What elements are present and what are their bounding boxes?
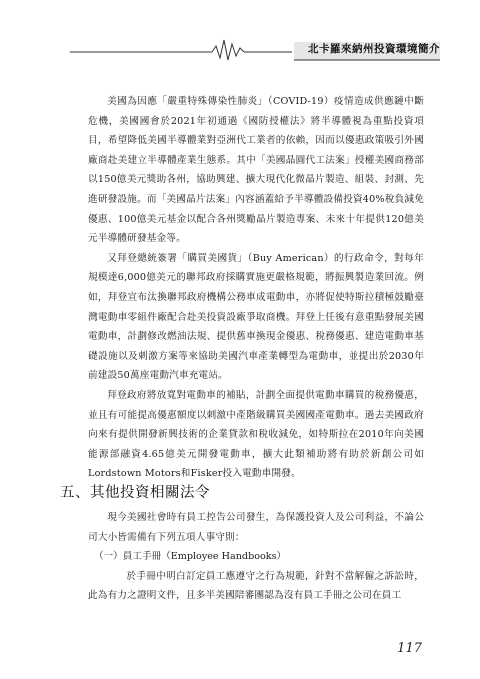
subsection-heading: （一）員工手冊（Employee Handbooks） (94, 551, 287, 563)
paragraph: 美國為因應「嚴重特殊傳染性肺炎」（COVID-19）疫情造成供應鏈中斷危機，美國國會於2021年初通過《國防授權法》將半導體視為重點投資項目，希望降低美國半導體業對亞洲代工業者的依賴，因而以優惠政策吸引外國廠商赴美建立半導體產業生態系。其中「美國晶圓代工法案」授權美國商務部以150億美元獎助各州，協助興建、擴大現代化微晶片製造、組裝、封測、先進研發設施。而「美國晶片法案」內容涵蓋給予半導體設備投資40%稅負減免優惠、100億美元基金以配合各州獎勵晶片製造專案、未來十年提供120億美元半導體研發基金等。 (88, 96, 424, 245)
section-body (88, 508, 424, 606)
header-title: 北卡羅來納州投資環境簡介 (308, 43, 440, 55)
running-header (70, 36, 440, 62)
page-number: 117 (397, 641, 422, 656)
paragraph: 又拜登總統簽署「購買美國貨」（Buy American）的行政命令，對每年規模達6,000億美元的聯邦政府採購實施更嚴格規範，將振興製造業回流。例如，拜登宣布汰換聯邦政府機構公務車成電動車，亦將促使特斯拉積極鼓勵臺灣電動車零組件廠配合赴美投資設廠爭取商機。拜登上任後有意重點發展美國電動車，計劃修改燃油法規、提供舊車換現金優惠、稅務優惠、建造電動車基礎設施以及刺激方案等來協助美國汽車產業轉型為電動車，並提出於2030年前建設50萬座電動汽車充電站。 (88, 252, 424, 382)
subsection-text: 於手冊中明白訂定員工應遵守之行為規範，針對不當解僱之訴訟時，此為有力之證明文件，且多半美國陪審團認為沒有員工手冊之公司在員工 (88, 570, 424, 602)
paragraph: 拜登政府將放寬對電動車的補貼，計劃全面提供電動車購買的稅務優惠，並且有可能提高優惠額度以刺激中產階級購買美國國產電動車。過去美國政府向來有提供開發新興技術的企業貸款和稅收減免，如特斯拉在2010年向美國能源部融資4.65億美元開發電動車，擴大此類補助將有助於新創公司如Lordstown Motors和Fisker投入電動車開發。 (88, 389, 424, 480)
body-text (88, 92, 424, 484)
section-heading: 五、其他投資相關法令 (60, 485, 210, 501)
section-intro: 現今美國社會時有員工控告公司發生，為保護投資人及公司利益，不論公司大小皆需備有下列五項人事守則： (88, 512, 424, 543)
